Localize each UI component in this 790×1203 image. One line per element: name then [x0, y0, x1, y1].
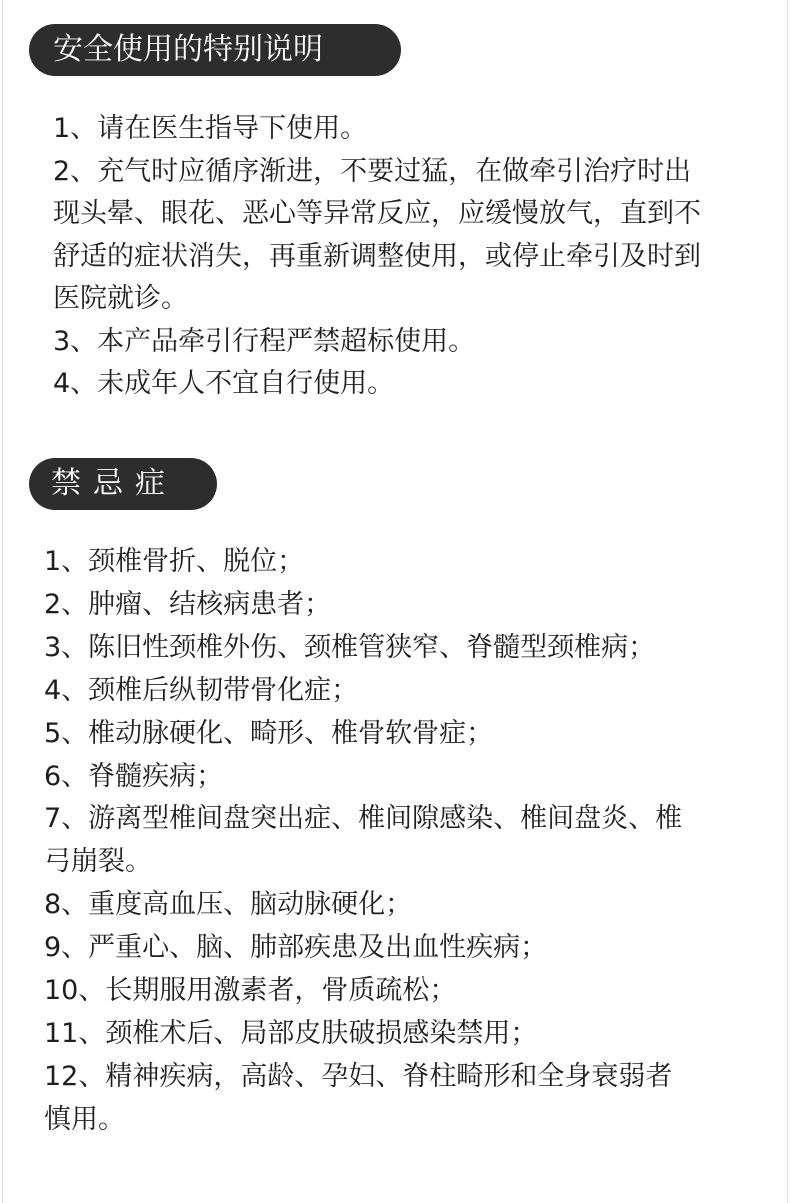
- contraindication-line: 3、陈旧性颈椎外伤、颈椎管狭窄、脊髓型颈椎病；: [44, 631, 656, 663]
- contraindication-line: 8、重度高血压、脑动脉硬化；: [44, 889, 413, 921]
- contraindications-text: [44, 541, 682, 1142]
- contraindication-line: 1、颈椎骨折、脱位；: [44, 546, 305, 577]
- contraindication-line: 4、颈椎后纵韧带骨化症；: [44, 674, 359, 706]
- safety-note-line: 3、本产品牵引行程严禁超标使用。: [53, 325, 476, 357]
- contraindication-line: 弓崩裂。: [44, 846, 152, 878]
- right-border-line: [787, 0, 788, 1203]
- contraindication-line: 5、椎动脉硬化、畸形、椎骨软骨症；: [44, 717, 494, 749]
- contraindication-line: 10、长期服用激素者，骨质疏松；: [44, 975, 457, 1007]
- safety-note-line: 舒适的症状消失，再重新调整使用，或停止牵引及时到: [53, 240, 701, 272]
- safety-note-line: 4、未成年人不宜自行使用。: [53, 368, 395, 399]
- section-heading-safety-notes: 安全使用的特别说明: [29, 24, 401, 76]
- contraindication-line: 7、游离型椎间盘突出症、椎间隙感染、椎间盘炎、椎: [44, 803, 683, 835]
- safety-notes-text: [53, 108, 701, 406]
- contraindication-line: 慎用。: [44, 1103, 125, 1135]
- safety-note-line: 现头晕、眼花、恶心等异常反应，应缓慢放气，直到不: [53, 198, 701, 229]
- contraindication-line: 2、肿瘤、结核病患者；: [44, 588, 332, 620]
- safety-note-line: 医院就诊。: [53, 283, 188, 314]
- left-border-line: [2, 0, 3, 1203]
- contraindication-line: 12、精神疾病，高龄、孕妇、脊柱畸形和全身衰弱者: [44, 1060, 673, 1092]
- section-heading-contraindications: 禁忌症: [29, 458, 217, 510]
- safety-note-line: 2、充气时应循序渐进，不要过猛，在做牵引治疗时出: [53, 155, 692, 187]
- safety-note-line: 1、请在医生指导下使用。: [53, 113, 368, 144]
- contraindication-line: 11、颈椎术后、局部皮肤破损感染禁用；: [44, 1017, 538, 1049]
- contraindication-line: 9、严重心、脑、肺部疾患及出血性疾病；: [44, 932, 548, 964]
- contraindication-line: 6、脊髓疾病；: [44, 760, 224, 792]
